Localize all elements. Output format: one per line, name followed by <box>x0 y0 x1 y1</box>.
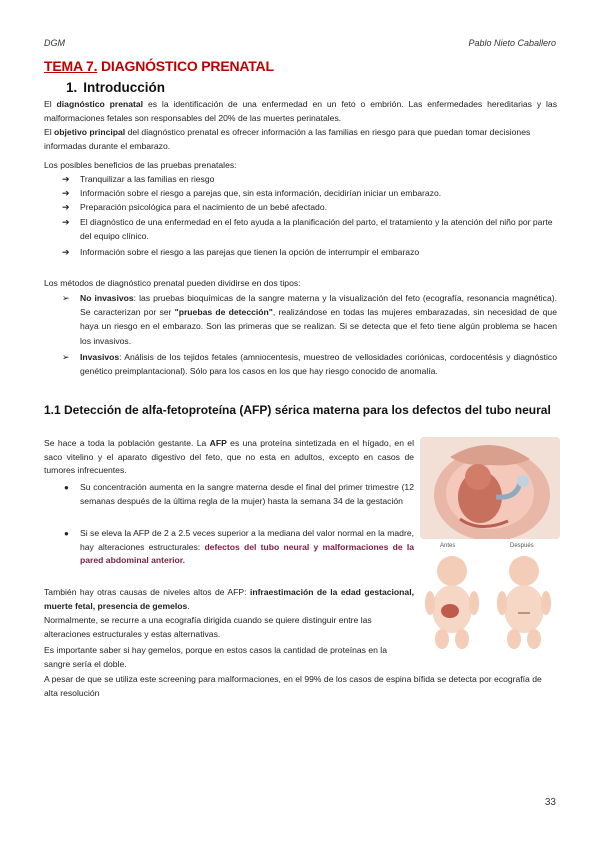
arrow-icon: ➔ <box>62 188 70 198</box>
title-text: DIAGNÓSTICO PRENATAL <box>97 58 274 74</box>
list-item: ➔ Información sobre el riesgo a las parejas que tienen la opción de interrumpir el embarazo <box>80 246 557 260</box>
list-item: ➔ Tranquilizar a las familias en riesgo <box>80 173 557 187</box>
header-left: DGM <box>44 38 65 48</box>
afp-bullet-2: ● Si se eleva la AFP de 2 a 2.5 veces superior a la mediana del valor normal en la madre, hay alteraciones estructurales: defectos del tubo neural y malformaciones de la pared abdominal anterior. <box>64 528 414 566</box>
intro-paragraph-1: El diagnóstico prenatal es la identificación de una enfermedad en un feto o embrión. Las enfermedades hereditarias y las malformaciones fetales son responsables del 20% de las muertes perinatales. <box>44 99 558 123</box>
section-heading-afp: 1.1 Detección de alfa-fetoproteína (AFP) sérica materna para los defectos del tubo neural <box>44 403 551 417</box>
afp-bullet-1: ● Su concentración aumenta en la sangre materna desde el final del primer trimestre (12 semanas después de la última regla de la mujer) hasta la semana 34 de la gestación <box>64 482 414 506</box>
fetus-illustration <box>420 437 560 539</box>
bullet-dot-icon: ● <box>64 529 69 538</box>
method-no-invasivos: ➢ No invasivos: las pruebas bioquímicas de la sangre materna y la visualización del feto (ecografía, resonancia magnética). Se caracterizan por ser "pruebas de detección", realizándose en todas las mujeres embarazadas, sin necesidad de que haya un riesgo en el embarazo. Son las primeras que se realizan. Si se detecta que el feto tiene algún problema se hacen los invasivos. <box>62 293 558 346</box>
title-number: TEMA 7. <box>44 58 98 74</box>
section-title: Introducción <box>83 80 166 95</box>
section-heading-introduccion <box>66 80 171 95</box>
bullet-dot-icon: ● <box>64 483 69 492</box>
page-title <box>44 58 274 74</box>
intro-paragraph-3: Los posibles beneficios de las pruebas prenatales: <box>44 160 237 170</box>
afp-paragraph-3: Normalmente, se recurre a una ecografía dirigida cuando se quiere distinguir entre las alteraciones estructurales y estas alternativas. <box>44 615 372 639</box>
page-number: 33 <box>544 797 556 808</box>
arrow-icon: ➔ <box>62 202 70 212</box>
afp-paragraph-2: También hay otras causas de niveles altos de AFP: infraestimación de la edad gestacional, muerte fetal, presencia de gemelos. <box>44 587 414 611</box>
arrow-icon: ➔ <box>62 174 70 184</box>
arrow-icon: ➔ <box>62 217 70 227</box>
figure-label-before: Antes <box>440 543 456 549</box>
header-right: Pablo Nieto Caballero <box>468 38 556 48</box>
triangle-bullet-icon: ➢ <box>62 293 70 303</box>
methods-intro: Los métodos de diagnóstico prenatal pueden dividirse en dos tipos: <box>44 278 301 288</box>
afp-paragraph-1: Se hace a toda la población gestante. La AFP es una proteína sintetizada en el hígado, en el saco vitelino y el aparato digestivo del feto, que no esta en adultos, excepto en casos de tumores infrecuentes. <box>44 438 414 476</box>
afp-paragraph-5: A pesar de que se utiliza este screening para malformaciones, en el 99% de los casos de espina bífida se detecta por ecografía de alta resolución <box>44 674 542 698</box>
arrow-icon: ➔ <box>62 247 70 257</box>
list-item: ➔ El diagnóstico de una enfermedad en el feto ayuda a la planificación del parto, el tratamiento y la atención del niño por parte del equipo clínico. <box>62 217 553 241</box>
list-item: ➔ Información sobre el riesgo a parejas que, sin esta información, decidirían iniciar un embarazo. <box>80 187 557 201</box>
list-item: ➔ Preparación psicológica para el nacimiento de un bebé afectado. <box>80 201 557 215</box>
afp-paragraph-4: Es importante saber si hay gemelos, porque en estos casos la cantidad de proteínas en la sangre sería el doble. <box>44 645 387 669</box>
figure-label-after: Después <box>510 543 534 549</box>
triangle-bullet-icon: ➢ <box>62 352 70 362</box>
section-number: 1. <box>66 80 78 95</box>
babies-illustration <box>420 543 560 653</box>
intro-paragraph-2: El objetivo principal del diagnóstico prenatal es ofrecer información a las familias en riesgo para que puedan tomar decisiones informadas durante el embarazo. <box>44 127 531 151</box>
method-invasivos: ➢ Invasivos: Análisis de los tejidos fetales (amniocentesis, muestreo de vellosidades coriónicas, cordocentésis y diagnóstico genético preimplantacional). Sólo para los casos en los que hay riesgo conocido de anomalía. <box>62 352 557 377</box>
